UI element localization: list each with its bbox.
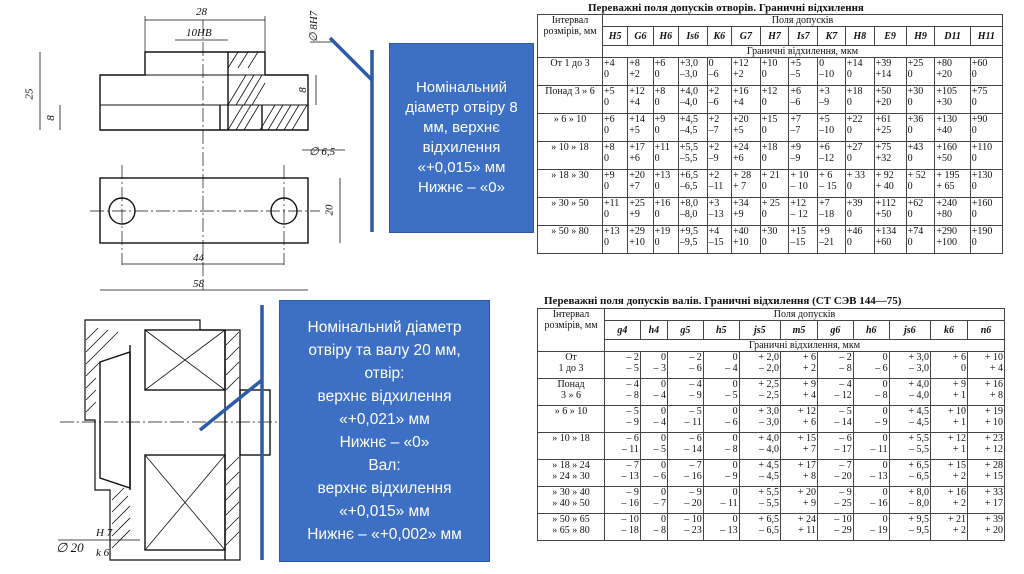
table-row (538, 86, 1003, 114)
table-cell: + 6,5 – 6,5 (739, 514, 780, 541)
column-header: H9 (906, 27, 935, 46)
row-interval: От 1 до 3 (538, 58, 603, 86)
table-row (538, 487, 1005, 514)
column-header: g6 (817, 321, 853, 340)
table-cell: +14 +5 (628, 114, 653, 142)
table-cell: + 6,5 – 6,5 (889, 460, 930, 487)
table-cell: +18 0 (845, 86, 874, 114)
table-row (538, 433, 1005, 460)
table-cell: 0 – 4 (640, 379, 667, 406)
column-header: H11 (970, 27, 1002, 46)
table-cell: + 4,0 – 4,0 (889, 379, 930, 406)
table-cell: +10 0 (760, 58, 789, 86)
column-header: Is7 (789, 27, 818, 46)
table-cell: +4,5 –4,5 (678, 114, 707, 142)
table-cell: – 7 – 20 (817, 460, 853, 487)
table-cell: + 24 + 11 (780, 514, 817, 541)
table-cell: + 2,5 – 2,5 (739, 379, 780, 406)
column-header: m5 (780, 321, 817, 340)
table-cell: 0 – 4 (640, 406, 667, 433)
table-cell: +39 0 (845, 198, 874, 226)
table-cell: +190 0 (970, 226, 1002, 254)
table-cell: – 4 – 9 (667, 379, 703, 406)
dim-58: 58 (193, 278, 204, 290)
table-cell: – 5 – 9 (605, 406, 641, 433)
table-cell: +130 +40 (935, 114, 970, 142)
table-cell: +9 0 (653, 114, 678, 142)
table-cell: 0 – 13 (703, 514, 739, 541)
table-cell: +11 0 (603, 198, 628, 226)
column-header: G7 (732, 27, 761, 46)
callout-hole-8 (389, 43, 534, 233)
table-cell: – 10 – 18 (605, 514, 641, 541)
table-cell: +25 0 (906, 58, 935, 86)
table-cell: – 4 – 8 (605, 379, 641, 406)
table-cell: +12 0 (760, 86, 789, 114)
table-cell: +50 +20 (874, 86, 906, 114)
table-cell: + 33 + 17 (967, 487, 1004, 514)
table-cell: +46 0 (845, 226, 874, 254)
table-cell: +43 0 (906, 142, 935, 170)
table-cell: – 7 – 13 (605, 460, 641, 487)
row-interval: » 50 » 65 » 65 » 80 (538, 514, 605, 541)
table-cell: – 7 – 16 (667, 460, 703, 487)
table-cell: +6,5 –6,5 (678, 170, 707, 198)
column-header: n6 (967, 321, 1004, 340)
table-cell: +13 0 (603, 226, 628, 254)
fit-diameter: ∅ 20 (56, 540, 84, 555)
callout-fit-20 (279, 300, 490, 562)
table-cell: +8,0 –8,0 (678, 198, 707, 226)
table-cell: + 21 + 2 (930, 514, 967, 541)
table-cell: +80 +20 (935, 58, 970, 86)
row-interval: » 10 » 18 (538, 433, 605, 460)
fields-header: Поля допусків (605, 309, 1005, 321)
table-cell: +75 0 (970, 86, 1002, 114)
row-interval: От 1 до 3 (538, 352, 605, 379)
table-cell: + 6 – 15 (818, 170, 846, 198)
table-cell: +5 –10 (818, 114, 846, 142)
table-cell: + 16 + 2 (930, 487, 967, 514)
table-cell: + 92 + 40 (874, 170, 906, 198)
table-cell: +290 +100 (935, 226, 970, 254)
table-cell: 0 – 13 (853, 460, 889, 487)
table-cell: + 33 0 (845, 170, 874, 198)
row-interval: Понад 3 » 6 (538, 379, 605, 406)
row-interval: » 18 » 24 » 24 » 30 (538, 460, 605, 487)
callout-fit-20-text: Номінальний діаметр отвіру та валу 20 мм, отвір: верхнє відхилення «+0,021» мм Нижнє – «0» Вал: верхнє відхилення «+0,015» мм Нижнє – «+0,002» мм (307, 319, 462, 543)
table-cell: + 17 + 8 (780, 460, 817, 487)
dim-25: 25 (23, 88, 36, 100)
table-cell: + 15 + 7 (780, 433, 817, 460)
table-cell: +3 –13 (707, 198, 731, 226)
table-cell: – 10 – 29 (817, 514, 853, 541)
table-cell: +14 0 (845, 58, 874, 86)
column-header: H7 (760, 27, 789, 46)
table-cell: +6 0 (653, 58, 678, 86)
table-cell: +134 +60 (874, 226, 906, 254)
table-cell: +8 +2 (628, 58, 653, 86)
table-cell: +22 0 (845, 114, 874, 142)
row-interval: » 6 » 10 (538, 406, 605, 433)
table-cell: +3,0 –3,0 (678, 58, 707, 86)
table-cell: 0 –10 (818, 58, 846, 86)
table-cell: +110 0 (970, 142, 1002, 170)
table1-title: Переважні поля допусків отворів. Граничні відхилення (588, 2, 864, 14)
table-cell: +30 0 (760, 226, 789, 254)
table-cell: + 5,5 – 5,5 (739, 487, 780, 514)
table-cell: + 5,5 – 5,5 (889, 433, 930, 460)
column-header: g5 (667, 321, 703, 340)
table-cell: +75 +32 (874, 142, 906, 170)
table-cell: 0 – 4 (703, 352, 739, 379)
table-cell: – 5 – 14 (817, 406, 853, 433)
row-interval: » 6 » 10 (538, 114, 603, 142)
table-cell: 0 – 19 (853, 514, 889, 541)
table-cell: + 3,0 – 3,0 (739, 406, 780, 433)
table-cell: + 21 0 (760, 170, 789, 198)
table-cell: 0 – 7 (640, 487, 667, 514)
column-header: H5 (603, 27, 628, 46)
table-cell: +15 0 (760, 114, 789, 142)
column-header: h5 (703, 321, 739, 340)
row-interval: » 30 » 40 » 40 » 50 (538, 487, 605, 514)
table-cell: +39 +14 (874, 58, 906, 86)
table-cell: +34 +9 (732, 198, 761, 226)
table-cell: + 195 + 65 (935, 170, 970, 198)
table-cell: +2 –11 (707, 170, 731, 198)
column-header: h6 (853, 321, 889, 340)
table-row (538, 58, 1003, 86)
table-cell: + 9 + 1 (930, 379, 967, 406)
table-cell: – 2 – 6 (667, 352, 703, 379)
column-header: H6 (653, 27, 678, 46)
column-header: K7 (818, 27, 846, 46)
table-cell: + 10 + 1 (930, 406, 967, 433)
table-cell: + 4,5 – 4,5 (889, 406, 930, 433)
column-header: h4 (640, 321, 667, 340)
table-cell: +61 +25 (874, 114, 906, 142)
table-cell: +12 – 12 (789, 198, 818, 226)
table-cell: +20 +7 (628, 170, 653, 198)
table-cell: + 6 0 (930, 352, 967, 379)
table-cell: +7 –18 (818, 198, 846, 226)
table-row (538, 460, 1005, 487)
table-cell: +240 +80 (935, 198, 970, 226)
table-cell: + 19 + 10 (967, 406, 1004, 433)
table-cell: +30 0 (906, 86, 935, 114)
table-cell: +6 –6 (789, 86, 818, 114)
table-cell: + 20 + 9 (780, 487, 817, 514)
dim-8-right: 8 (296, 87, 309, 93)
table-cell: + 16 + 8 (967, 379, 1004, 406)
table-cell: +7 –7 (789, 114, 818, 142)
table-cell: +2 –7 (707, 114, 731, 142)
table-cell: +4,0 –4,0 (678, 86, 707, 114)
table-cell: +40 +10 (732, 226, 761, 254)
interval-header: Інтервал розмірів, мм (538, 309, 605, 352)
table-cell: +29 +10 (628, 226, 653, 254)
table-row (538, 114, 1003, 142)
table-row (538, 406, 1005, 433)
table-cell: 0 – 5 (640, 433, 667, 460)
table-cell: +17 +6 (628, 142, 653, 170)
table-row (538, 170, 1003, 198)
shaft-tolerance-table (537, 308, 1005, 541)
callout-hole-8-text: Номінальний діаметр отвіру 8 мм, верхнє відхилення «+0,015» мм Нижнє – «0» (405, 79, 518, 196)
column-header: G6 (628, 27, 653, 46)
table-cell: + 8,0 – 8,0 (889, 487, 930, 514)
table-cell: +36 0 (906, 114, 935, 142)
fit-hole: H 7 (96, 527, 113, 539)
table-cell: +9 –21 (818, 226, 846, 254)
table-cell: +11 0 (653, 142, 678, 170)
table-cell: +13 0 (653, 170, 678, 198)
table-cell: – 9 – 25 (817, 487, 853, 514)
table2-title: Переважні поля допусків валів. Граничні відхилення (СТ СЭВ 144—75) (544, 295, 902, 307)
table-row (538, 379, 1005, 406)
table-cell: +160 0 (970, 198, 1002, 226)
interval-header: Інтервал розмірів, мм (538, 15, 603, 58)
column-header: Is6 (678, 27, 707, 46)
table-cell: 0 – 11 (703, 487, 739, 514)
row-interval: » 10 » 18 (538, 142, 603, 170)
table-cell: + 25 0 (760, 198, 789, 226)
table-cell: + 28 + 7 (732, 170, 761, 198)
limits-header: Граничні відхилення, мкм (603, 46, 1003, 58)
table-cell: – 5 – 11 (667, 406, 703, 433)
table-cell: +60 0 (970, 58, 1002, 86)
table-cell: + 12 + 6 (780, 406, 817, 433)
table-cell: 0 – 5 (703, 379, 739, 406)
table-cell: + 4,5 – 4,5 (739, 460, 780, 487)
table-cell: +24 +6 (732, 142, 761, 170)
table-cell: +3 –9 (818, 86, 846, 114)
table-cell: – 2 – 5 (605, 352, 641, 379)
column-header: g4 (605, 321, 641, 340)
column-header: K6 (707, 27, 731, 46)
table-cell: + 39 + 20 (967, 514, 1004, 541)
hole-tolerance-table (537, 14, 1003, 254)
table-cell: 0 – 3 (640, 352, 667, 379)
table-cell: +74 0 (906, 226, 935, 254)
table-cell: 0 – 8 (640, 514, 667, 541)
table-row (538, 352, 1005, 379)
small-diameter-label: ∅ 6,5 (309, 146, 336, 158)
table-cell: 0 – 16 (853, 487, 889, 514)
table-cell: – 9 – 20 (667, 487, 703, 514)
table-cell: – 4 – 12 (817, 379, 853, 406)
table-cell: +8 0 (603, 142, 628, 170)
table-cell: +5 –5 (789, 58, 818, 86)
table-cell: +5 0 (603, 86, 628, 114)
table-cell: +12 +4 (628, 86, 653, 114)
table-cell: +2 –9 (707, 142, 731, 170)
table-cell: 0 –6 (707, 58, 731, 86)
table-cell: + 23 + 12 (967, 433, 1004, 460)
dim-20: 20 (323, 204, 336, 216)
table-cell: +19 0 (653, 226, 678, 254)
table-cell: + 52 0 (906, 170, 935, 198)
table-cell: 0 – 6 (703, 406, 739, 433)
table-cell: +16 0 (653, 198, 678, 226)
table-cell: – 6 – 17 (817, 433, 853, 460)
table-cell: – 10 – 23 (667, 514, 703, 541)
fields-header: Поля допусків (603, 15, 1003, 27)
table-cell: 0 – 9 (703, 460, 739, 487)
table-cell: 0 – 9 (853, 406, 889, 433)
table-cell: +27 0 (845, 142, 874, 170)
table-cell: +6 0 (603, 114, 628, 142)
table-cell: – 6 – 11 (605, 433, 641, 460)
table-cell: 0 – 8 (703, 433, 739, 460)
table-cell: – 6 – 14 (667, 433, 703, 460)
column-header: js5 (739, 321, 780, 340)
row-interval: » 50 » 80 (538, 226, 603, 254)
table-cell: 0 – 8 (853, 379, 889, 406)
table-cell: + 3,0 – 3,0 (889, 352, 930, 379)
table-cell: +90 0 (970, 114, 1002, 142)
table-cell: – 9 – 16 (605, 487, 641, 514)
table-cell: + 15 + 2 (930, 460, 967, 487)
table-cell: +9,5 –9,5 (678, 226, 707, 254)
table-cell: + 6 + 2 (780, 352, 817, 379)
table-cell: + 2,0 – 2,0 (739, 352, 780, 379)
table-cell: +160 +50 (935, 142, 970, 170)
table-cell: + 4,0 – 4,0 (739, 433, 780, 460)
table-cell: +130 0 (970, 170, 1002, 198)
column-header: D11 (935, 27, 970, 46)
table-row (538, 198, 1003, 226)
table-cell: + 9,5 – 9,5 (889, 514, 930, 541)
table-cell: – 2 – 8 (817, 352, 853, 379)
table-cell: +112 +50 (874, 198, 906, 226)
column-header: js6 (889, 321, 930, 340)
table-cell: +4 –15 (707, 226, 731, 254)
table-cell: +62 0 (906, 198, 935, 226)
table-row (538, 514, 1005, 541)
table-cell: + 12 + 1 (930, 433, 967, 460)
table-cell: + 10 – 10 (789, 170, 818, 198)
hole-diameter-label: ∅ 8H7 (308, 10, 321, 43)
column-header: E9 (874, 27, 906, 46)
table-cell: +9 –9 (789, 142, 818, 170)
table-cell: + 9 + 4 (780, 379, 817, 406)
table-cell: +15 –15 (789, 226, 818, 254)
dim-8-left: 8 (44, 115, 57, 121)
table-cell: +25 +9 (628, 198, 653, 226)
dim-44: 44 (193, 252, 204, 264)
table-cell: +20 +5 (732, 114, 761, 142)
dim-28: 28 (196, 6, 207, 18)
limits-header: Граничні відхилення, мкм (605, 340, 1005, 352)
table-cell: +2 –6 (707, 86, 731, 114)
table-cell: + 28 + 15 (967, 460, 1004, 487)
column-header: H8 (845, 27, 874, 46)
table-cell: 0 – 6 (853, 352, 889, 379)
table-cell: + 10 + 4 (967, 352, 1004, 379)
table-cell: +8 0 (653, 86, 678, 114)
fit-shaft: k 6 (96, 547, 110, 559)
table-cell: +16 +4 (732, 86, 761, 114)
table-row (538, 142, 1003, 170)
table-row (538, 226, 1003, 254)
row-interval: Понад 3 » 6 (538, 86, 603, 114)
table-cell: 0 – 11 (853, 433, 889, 460)
table-cell: +18 0 (760, 142, 789, 170)
table-cell: +6 –12 (818, 142, 846, 170)
table-cell: 0 – 6 (640, 460, 667, 487)
column-header: k6 (930, 321, 967, 340)
row-interval: » 18 » 30 (538, 170, 603, 198)
dim-10hb: 10HB (186, 27, 212, 39)
row-interval: » 30 » 50 (538, 198, 603, 226)
table-cell: +12 +2 (732, 58, 761, 86)
table-cell: +5,5 –5,5 (678, 142, 707, 170)
table-cell: +4 0 (603, 58, 628, 86)
table-cell: +9 0 (603, 170, 628, 198)
table-cell: +105 +30 (935, 86, 970, 114)
